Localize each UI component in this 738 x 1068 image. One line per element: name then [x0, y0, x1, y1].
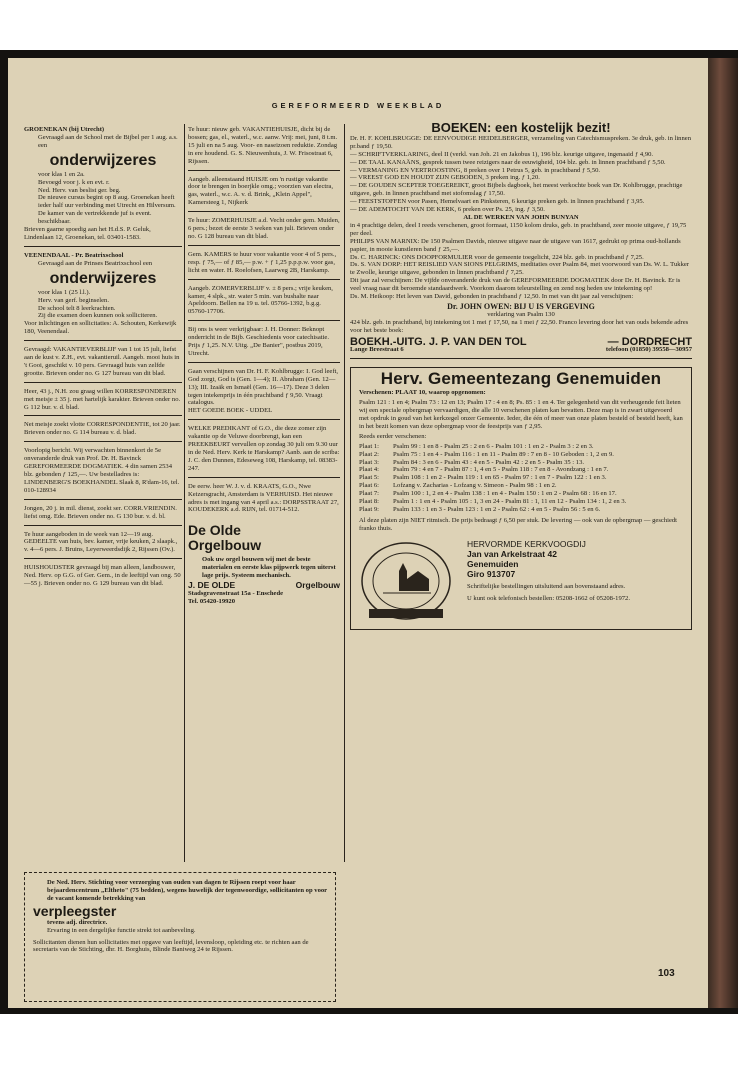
ad-text: Heer, 43 j., N.H. zou graag willen KORRESPONDEREN met meisje ± 35 j. met hartelijk karakter. Brieven onder no. G 112 bur. v. d. blad.: [24, 387, 181, 411]
ad-text: Zij die examen doen kunnen ook solliciteren.: [38, 312, 158, 320]
gemeentezang-box: [350, 367, 692, 629]
plaat-text: Psalm 99 : 1 en 8 - Psalm 25 : 2 en 6 - Psalm 101 : 1 en 2 - Psalm 3 : 2 en 3.: [393, 442, 594, 450]
kerk-addr2: Genemuiden: [467, 558, 519, 569]
ad-text: HET GOEDE BOEK - UDDEL: [188, 407, 273, 415]
ad-text: Herv. van gerf. beginselen.: [38, 296, 109, 304]
ad-heading: onderwijzeres: [49, 151, 157, 169]
verpleegster-ad: [24, 872, 336, 1002]
gemeentezang-reeds: Reeds eerder verschenen:: [359, 432, 427, 440]
owen-text: 424 blz. geb. in prachtband, bij intekening tot 1 mei ƒ 17,50, na 1 mei ƒ 22,50. Franco levering door het van ouds bekende adres voor het beste boek:: [350, 318, 689, 334]
plaat-row: [359, 506, 683, 514]
plaat-text: Psalm 100 : 1, 2 en 4 - Psalm 138 : 1 en 4 - Psalm 150 : 1 en 2 - Psalm 68 : 16 en 17.: [393, 490, 617, 498]
book-listing: in 4 prachtige delen, deel I reeds verschenen, groot formaat, 1150 kolom druks, geb. in prachtband, zeer mooie uitgave, ƒ 19,75 per deel.: [350, 221, 687, 237]
book-listing: Ds. C. HARINCK: ONS DOOPFORMULIER voor de gemeente toegelicht, 224 blz. geb. in prachtband ƒ 7,25.: [350, 253, 644, 261]
page-header: GEREFORMEERD WEEKBLAD: [271, 101, 445, 110]
ad-text: Bij ons is weer verkrijgbaar: J. H. Donner: Beknopt onderricht in de Bijb. Geschiedenis voor catechisatie. Prijs ƒ 1,25. N.V. Uitg. „De Banier", postbus 2019, Utrecht.: [188, 326, 329, 357]
classified-ad: [24, 344, 182, 383]
olde-firm: [188, 582, 340, 590]
olde-address: Stadsgravenstraat 15a - Enschede: [188, 589, 284, 597]
classified-ad: [188, 174, 340, 213]
book-listing: — DE ADEMTOCHT VAN DE KERK, 6 preken over Ps. 25, ing. ƒ 3,50.: [350, 206, 545, 214]
olde-title-1: De Olde: [188, 522, 241, 539]
plaat-label: Plaat 2:: [359, 450, 379, 458]
plaat-text: Psalm 84 : 3 en 6 - Psalm 43 : 4 en 5 - Psalm 42 : 2 en 5 - Psalm 35 : 13.: [393, 458, 585, 466]
ad-heading: onderwijzeres: [49, 269, 157, 287]
column-middle: [188, 124, 340, 613]
book-listing: — DE GOUDEN SCEPTER TOEGEREIKT, groot Bijbels dagboek, het meest verkochte boek van Dr. Kohlbrugge, prachtige uitgave, geb. in linnen prachtband met stofomslag ƒ 17,50.: [350, 182, 683, 198]
plaat-label: Plaat 3:: [359, 458, 379, 466]
plaat-row: [359, 474, 683, 482]
book-listing: — FEESTSTOFFEN voor Pasen, Hemelvaart en Pinksteren, 6 keurige preken geb. in linnen prachtband ƒ 3,95.: [350, 198, 645, 206]
book-listing: Ds. S. VAN DORP: HET REISLIED VAN SIONS PELGRIMS, meditaties over Psalm 84, met voorwoord van Ds. W. L. Tukker te Zwolle, keurige uitgave, gebonden in linnen prachtband ƒ 7,25.: [350, 261, 689, 277]
classified-ad: [188, 283, 340, 322]
classified-ad: [188, 249, 340, 280]
classified-ad: [188, 366, 340, 420]
plaat-label: Plaat 6:: [359, 482, 379, 490]
book-listing: AL DE WERKEN VAN JOHN BUNYAN: [463, 213, 579, 221]
ad-text: VEENENDAAL - Pr. Beatrixschool: [24, 251, 124, 259]
boeken-title: BOEKEN: een kostelijk bezit!: [431, 120, 611, 135]
kerk-name: HERVORMDE KERKVOOGDIJ: [467, 538, 586, 549]
ad-text: Gevraagd aan de School met de Bijbel per 1 aug. a.s. een: [38, 133, 178, 149]
plaat-row: [359, 451, 683, 459]
book-listing: Dit jaar zal verschijnen: De vijfde onveranderde druk van de GEREFORMEERDE DOGMATIEK door Dr. H. Bavinck. Er is veel vraag naar dit beroemde standaardwerk. Voorkom daarom teleurstelling en zend nog heden uw intekening op!: [350, 277, 681, 293]
tol-address-right: telefoon (01850) 39558—30957: [605, 346, 692, 354]
plaat-label: Plaat 4:: [359, 466, 379, 474]
ad-text: Gevraagd: VAKANTIEVERBLIJF van 1 tot 15 juli, liefst aan de kust v. Z.H., evt. vakantieruil. Aangeb. mooi huis in 't Gooi, geschikt v. 10 pers. Gevraagd huis van zelfde grootte. Brieven onder no. G 127 bureau van dit blad.: [24, 346, 180, 377]
plaat-row: [359, 443, 683, 451]
book-listing: Dr. H. F. KOHLBRUGGE: DE EENVOUDIGE HEIDELBERGER, verzameling van Catechismuspreken. 3e druk, geb. in linnen pr.band ƒ 19,50.: [350, 134, 692, 150]
classified-ad: [24, 386, 182, 417]
ad-text: Bevoegd voor j. k en evt. r.: [38, 178, 110, 186]
ad-text: Gem. KAMERS te huur voor vakantie voor 4 of 5 pers., resp. ƒ 75,— of ƒ 85,— p.w. + ƒ 1,25 p.p.p.w. voor gas, licht en water. H. Roelofsen, Laarweg 2B, Harskamp.: [188, 250, 337, 274]
plaat-row: [359, 466, 683, 474]
plaat-row: [359, 459, 683, 467]
column-rule: [184, 124, 185, 862]
plaat-label: Plaat 5:: [359, 474, 379, 482]
ad-text: GROENEKAN (bij Utrecht): [24, 126, 105, 133]
kerk-note: Schriftelijke bestellingen uitsluitend aan bovenstaand adres.: [467, 582, 626, 590]
book-listing: — VREEST GOD EN HOUDT ZIJN GEBODEN, 3 preken ing. ƒ 1,20.: [350, 174, 540, 182]
kerkvoogdij-info: [467, 539, 630, 623]
classified-ad: [188, 423, 340, 477]
kerk-addr1: Jan van Arkelstraat 42: [467, 548, 557, 559]
classified-ad: [188, 324, 340, 363]
kerk-tel: U kunt ook telefonisch bestellen: 05208-1662 of 05208-1972.: [467, 594, 630, 602]
ad-text: voor klas 1 en 2a.: [38, 170, 85, 178]
ad-text: LINDENBERG'S BOEKHANDEL Slaak 8, R'dam-16, tel. 010-128934: [24, 478, 180, 494]
ad-text: Te huur: ZOMERHUISJE a.d. Vecht onder gem. Muiden, 6 pers.; bezet de eerste 3 weken van juli. Brieven onder no. G 128 bureau van dit blad.: [188, 217, 340, 240]
plaat-label: Plaat 7:: [359, 490, 379, 498]
classified-ad: [188, 124, 340, 171]
book-listing: — VERMANING EN VERTROOSTING, 8 preken over 1 Petrus 5, geb. in prachtband ƒ 5,50.: [350, 166, 601, 174]
plaat-label: Plaat 9:: [359, 505, 379, 513]
top-margin: [0, 0, 738, 50]
ad-text: Gevraagd aan de Prinses Beatrixschool een: [38, 259, 153, 267]
plaat-text: Psalm 1 : 1 en 4 - Psalm 105 : 1, 3 en 24 - Psalm 81 : 1, 11 en 12 - Psalm 134 : 1, 2 en 3.: [393, 498, 627, 506]
ad-text: Aangeb. alleenstaand HUISJE om 'n rustige vakantie door te brengen in boerjkle omg.; voorzien van electra, gas, waterl., w.c. A. v. d. Brink, „Klein Appel", Kamersteeg 1, Nijkerk: [188, 175, 334, 207]
church-seal-icon: [359, 539, 453, 623]
classified-ad: [188, 481, 340, 519]
column-left: [24, 124, 182, 595]
plaat-text: Psalm 133 : 1 en 3 - Psalm 123 : 1 en 2 - Psalm 62 : 4 en 5 - Psalm 56 : 5 en 6.: [393, 505, 601, 513]
classified-ad: [24, 124, 182, 247]
ad-text: Gaan verschijnen van Dr. H. F. Kohlbrugge: I. God leeft, God zorgt, God is (Gen. 1—4); II. Abraham (Gen. 12—13); III. Izaäk en Ismaël (Gen. 16—17). Deze 3 delen tegen intekenprijs in één prachtband ƒ 9,50. Vraagt catalogus.: [188, 367, 338, 407]
ad-text: WELKE PREDIKANT of G.O., die deze zomer zijn vakantie op de Veluwe doorbrengt, kan een PREEKBEURT vervullen op zondag 30 juli om 9.30 uur in de Ned. Herv. Kerk te Harskamp? Aanb. aan de scriba: J. C. den Dunnen, Edeseweg 108, Harskamp, tel. 08383-247.: [188, 425, 340, 472]
ad-text: De nieuwe cursus begint op 8 aug. Groenekan heeft ieder half uur verbinding met Utrecht en Hilversum. De kamer van de vertrekkende juf is event. beschikbaar.: [38, 194, 176, 226]
gemeentezang-text: Psalm 121 : 1 en 4; Psalm 73 : 12 en 13; Psalm 17 : 4 en 8; Ps. 85 : 1 en 4. Ter gelegenheid van dit verheugende feit lieten wij een speciale opbergmap vervaardigen, die alle 10 verschenen platen kan bevatten. Deze map is in zwart uitgevoerd met opdruk in goud van het kerkzegel onzer Gemeente. Ieder, die één of meer van onze platen besteld of besteld heeft, kan in het bezit komen van deze opbergmap voor de feestprijs van ƒ 2,95.: [359, 399, 683, 430]
book-spine: [708, 58, 738, 1008]
classified-ad: [188, 215, 340, 246]
newspaper-page: [8, 58, 708, 1008]
owen-sub: verklaring van Psalm 130: [487, 310, 555, 318]
plaat-label: Plaat 1:: [359, 442, 379, 450]
olde-body: Ook uw orgel bouwen wij met de beste materialen en eerste klas pijpwerk tegen uiterst lage prijs. Systeem mechanisch.: [202, 556, 336, 580]
classified-ad: [24, 562, 182, 592]
book-listing: PHILIPS VAN MARNIX: De 150 Psalmen Davids, nieuwe uitgave naar de uitgave van 1617, gedrukt op prima oud-hollands papier, in mooie kunstleren band ƒ 25,—.: [350, 237, 681, 253]
verpleegster-text: Sollicitanten dienen hun sollicitaties met opgave van leeftijd, levensloop, opleiding etc. te richten aan de secretaris van de Stichting, dhr. H. Borghuis, Blinde Baniweg 24 te Rijssen.: [33, 938, 309, 954]
column-right: [350, 120, 692, 630]
classified-ad: [24, 503, 182, 526]
gemeentezang-title: Herv. Gemeentezang Genemuiden: [380, 369, 662, 389]
ad-text: De eerw. heer W. J. v. d. KRAATS, G.O., Nwe Keizersgracht, Amsterdam is VERHUISD. Het nieuwe adres is met ingang van 4 april a.s.: DORPSSTRAAT 27, KOUDEKERK a.d. RIJN, tel. 01714-512.: [188, 482, 339, 514]
ad-text: voor klas 1 (25 l.l.).: [38, 288, 91, 296]
verpleegster-sub2: Ervaring in een dergelijke functie strekt tot aanbeveling.: [47, 926, 196, 934]
kerkvoogdij-block: [359, 539, 683, 623]
ad-text: Brieven gaarne spoedig aan het H.d.S. P. Geluk, Lindenlaan 12, Groenekan, tel. 03401-1583.: [24, 226, 151, 241]
ad-text: Net meisje zoekt vlotte CORRESPONDENTIE, tot 20 jaar. Brieven onder no. G 114 bureau v. d. blad.: [24, 421, 181, 437]
plaat-row: [359, 498, 683, 506]
ad-text: Te huur: nieuw geb. VAKANTIEHUISJE, dicht bij de bossen; gas, el., waterl., w.c. aanw. Vrij: mei, juni, 8 t.m. 15 juli en na 5 aug. Voor- en naseizoen reduktie. Zondag in ere houdend. G. S. Nieuwenhuis, J. W. Frisostraat 6, Rijssen.: [188, 126, 338, 165]
olde-firm-right: Orgelbouw: [295, 580, 340, 591]
tol-firm: [350, 335, 692, 348]
classified-ad: [24, 250, 182, 341]
ad-text: HUISHOUDSTER gevraagd bij man alleen, landbouwer, Ned. Herv. op G.G. of Ger. Gem., in de leeftijd van ong. 50—55 j. Brieven onder no. G 129 bureau van dit blad.: [24, 564, 181, 588]
plaat-text: Lofzang v. Zacharias - Lofzang v. Simeon - Psalm 98 : 1 en 2.: [393, 482, 557, 490]
classified-ad: [24, 529, 182, 560]
plaat-label: Plaat 8:: [359, 498, 379, 506]
book-listing: Ds. M. Heikoop: Het leven van David, gebonden in prachtband ƒ 12,50. In mei van dit jaar zal verschijnen:: [350, 293, 634, 301]
olde-orgelbouw-ad: [188, 521, 340, 609]
ad-text: Voorlopig bericht. Wij verwachten binnenkort de 5e onveranderde druk van Prof. Dr. H. Bavinck GEREFORMEERDE DOGMATIEK. 4 din samen 2534 blz. gebonden ƒ 125,—. Uw bestelladres is:: [24, 447, 172, 478]
gemeentezang-verschenen: Verschenen: PLAAT 10, waarop opgenomen:: [359, 389, 486, 397]
column-rule: [344, 124, 345, 862]
ad-text: Jongen, 20 j. in mil. dienst, zoekt ser. CORR.VRIENDIN. liefst omg. Ede. Brieven onder no. G 130 bur. v. d. bl.: [24, 504, 177, 520]
plaat-text: Psalm 79 : 4 en 7 - Psalm 87 : 1, 4 en 5 - Psalm 118 : 7 en 8 - Avondzang : 1 en 7.: [393, 466, 609, 474]
plaat-row: [359, 490, 683, 498]
classified-ad: [24, 419, 182, 442]
ad-text: Te huur aangeboden in de week van 12—19 aug. GEDEELTE van huis, bev. kamer, vrije keuken, 2 slaapk., v. 4—6 pers. J. Bruins, Leyerweerdsdijk 2, Rijssen (Ov.).: [24, 530, 178, 554]
book-listing: — SCHRIFTVERKLARING, deel II (verkl. van Joh. 21 en Jakobus 1), 196 blz. keurige uitgave, ingenaaid ƒ 4,90.: [350, 150, 654, 158]
tol-firm-left: BOEKH.-UITG. J. P. VAN DEN TOL: [350, 335, 527, 348]
plaat-text: Psalm 75 : 1 en 4 - Psalm 116 : 1 en 11 - Psalm 89 : 7 en 8 - 10 Geboden : 1, 2 en 9.: [393, 450, 614, 458]
gemeentezang-footer: Al deze platen zijn NIET ritmisch. De prijs bedraagt ƒ 6,50 per stuk. De levering — ook van de opbergmap — geschiedt franko thuis.: [359, 516, 678, 532]
olde-title-2: Orgelbouw: [188, 537, 262, 554]
classified-ad: [24, 445, 182, 499]
tol-address-left: Lange Breestraat 6: [350, 346, 404, 354]
olde-tel: Tel. 05420-19920: [188, 597, 236, 605]
ad-text: Ned. Herv. van beslist ger. beg.: [38, 186, 121, 194]
verpleegster-sub: tevens adj. directrice.: [47, 918, 108, 926]
plaat-text: Psalm 108 : 1 en 2 - Psalm 119 : 1 en 65 - Psalm 97 : 1 en 7 - Psalm 122 : 1 en 3.: [393, 474, 607, 482]
ad-text: De school telt 8 leerkrachten.: [38, 304, 116, 312]
kerk-giro: Giro 913707: [467, 568, 516, 579]
olde-firm-left: J. DE OLDE: [188, 580, 236, 591]
owen-title: Dr. JOHN OWEN: BIJ U IS VERGEVING: [447, 301, 595, 311]
tol-firm-right: — DORDRECHT: [607, 335, 692, 348]
plaat-row: [359, 482, 683, 490]
book-listing: — DE TAAL KANAÄNS, gesprek tussen twee reizigers naar de eeuwigheid, 104 blz. geb. in linnen prachtband ƒ 5,50.: [350, 158, 666, 166]
tol-address: [350, 346, 692, 359]
verpleegster-title: verpleegster: [33, 902, 117, 919]
page-number: 103: [658, 968, 675, 979]
ad-text: Aangeb. ZOMERVERBLIJF v. ± 8 pers.; vrije keuken, kamer, 4 slpk., str. water 5 min. van bushalte naar Apeldoorn. Bellen na 19 u. tel. 05766-1392, b.g.g. 05760-17706.: [188, 284, 333, 316]
ad-text: Voor inlichtingen en sollicitaties: A. Schouten, Kerkewijk 180, Veenendaal.: [24, 320, 177, 336]
verpleegster-intro: De Ned. Herv. Stichting voor verzorging van ouden van dagen te Rijssen roept voor haar bejaardencentrum „Eltheto" (75 bedden), wegens huwelijk der tegenwoordige, sollicitanten op voor de vacant komende betrekking van: [47, 879, 327, 902]
